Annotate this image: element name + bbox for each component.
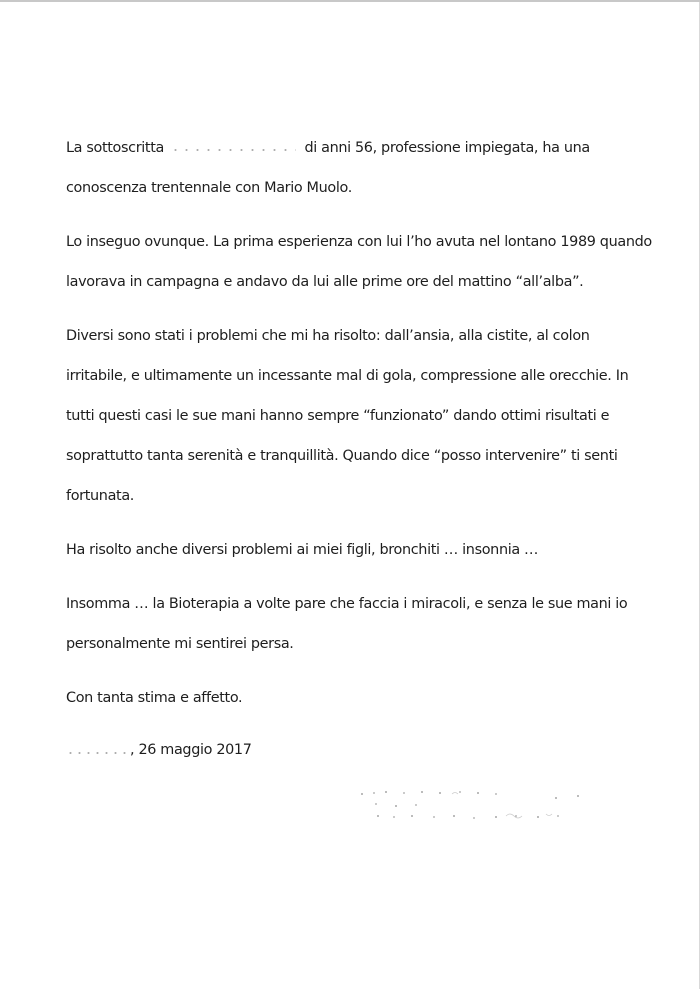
text-line: Ha risolto anche diversi problemi ai miei figli, bronchiti … insonnia … [66, 542, 539, 558]
paragraph-problems-solved [66, 316, 666, 516]
text-line: lavorava in campagna e andavo da lui alle prime ore del mattino “all’alba”. [66, 274, 584, 290]
intro-text-end: di anni 56, professione impiegata, ha una [300, 140, 590, 156]
paragraph-first-experience [66, 222, 666, 302]
paragraph-children [66, 530, 666, 570]
text-line: fortunata. [66, 488, 135, 504]
paragraph-bioterapia [66, 584, 666, 664]
text-line [66, 128, 666, 168]
scan-edge [0, 0, 700, 2]
text-line: conoscenza trentennale con Mario Muolo. [66, 180, 352, 196]
redacted-signature [356, 780, 586, 828]
text-line: personalmente mi sentirei persa. [66, 636, 294, 652]
paragraph-closing [66, 678, 666, 718]
text-line: Lo inseguo ovunque. La prima esperienza con lui l’ho avuta nel lontano 1989 quando [66, 234, 652, 250]
redacted-place [66, 743, 130, 757]
date-text [66, 730, 666, 770]
text-line: soprattutto tanta serenità e tranquillità. Quando dice “posso intervenire” ti senti [66, 448, 618, 464]
text-line: irritabile, e ultimamente un incessante mal di gola, compressione alle orecchie. In [66, 368, 629, 384]
paragraph-introduction [66, 128, 666, 208]
text-line: Insomma … la Bioterapia a volte pare che faccia i miracoli, e senza le sue mani io [66, 596, 628, 612]
date-line [66, 730, 666, 770]
date-value: , 26 maggio 2017 [130, 742, 252, 758]
redacted-name [168, 141, 300, 155]
text-line: tutti questi casi le sue mani hanno sempre “funzionato” dando ottimi risultati e [66, 408, 610, 424]
text-line: Diversi sono stati i problemi che mi ha risolto: dall’ansia, alla cistite, al colon [66, 328, 590, 344]
closing-line: Con tanta stima e affetto. [66, 690, 243, 706]
intro-text-start: La sottoscritta [66, 140, 169, 156]
letter-body [66, 128, 666, 784]
